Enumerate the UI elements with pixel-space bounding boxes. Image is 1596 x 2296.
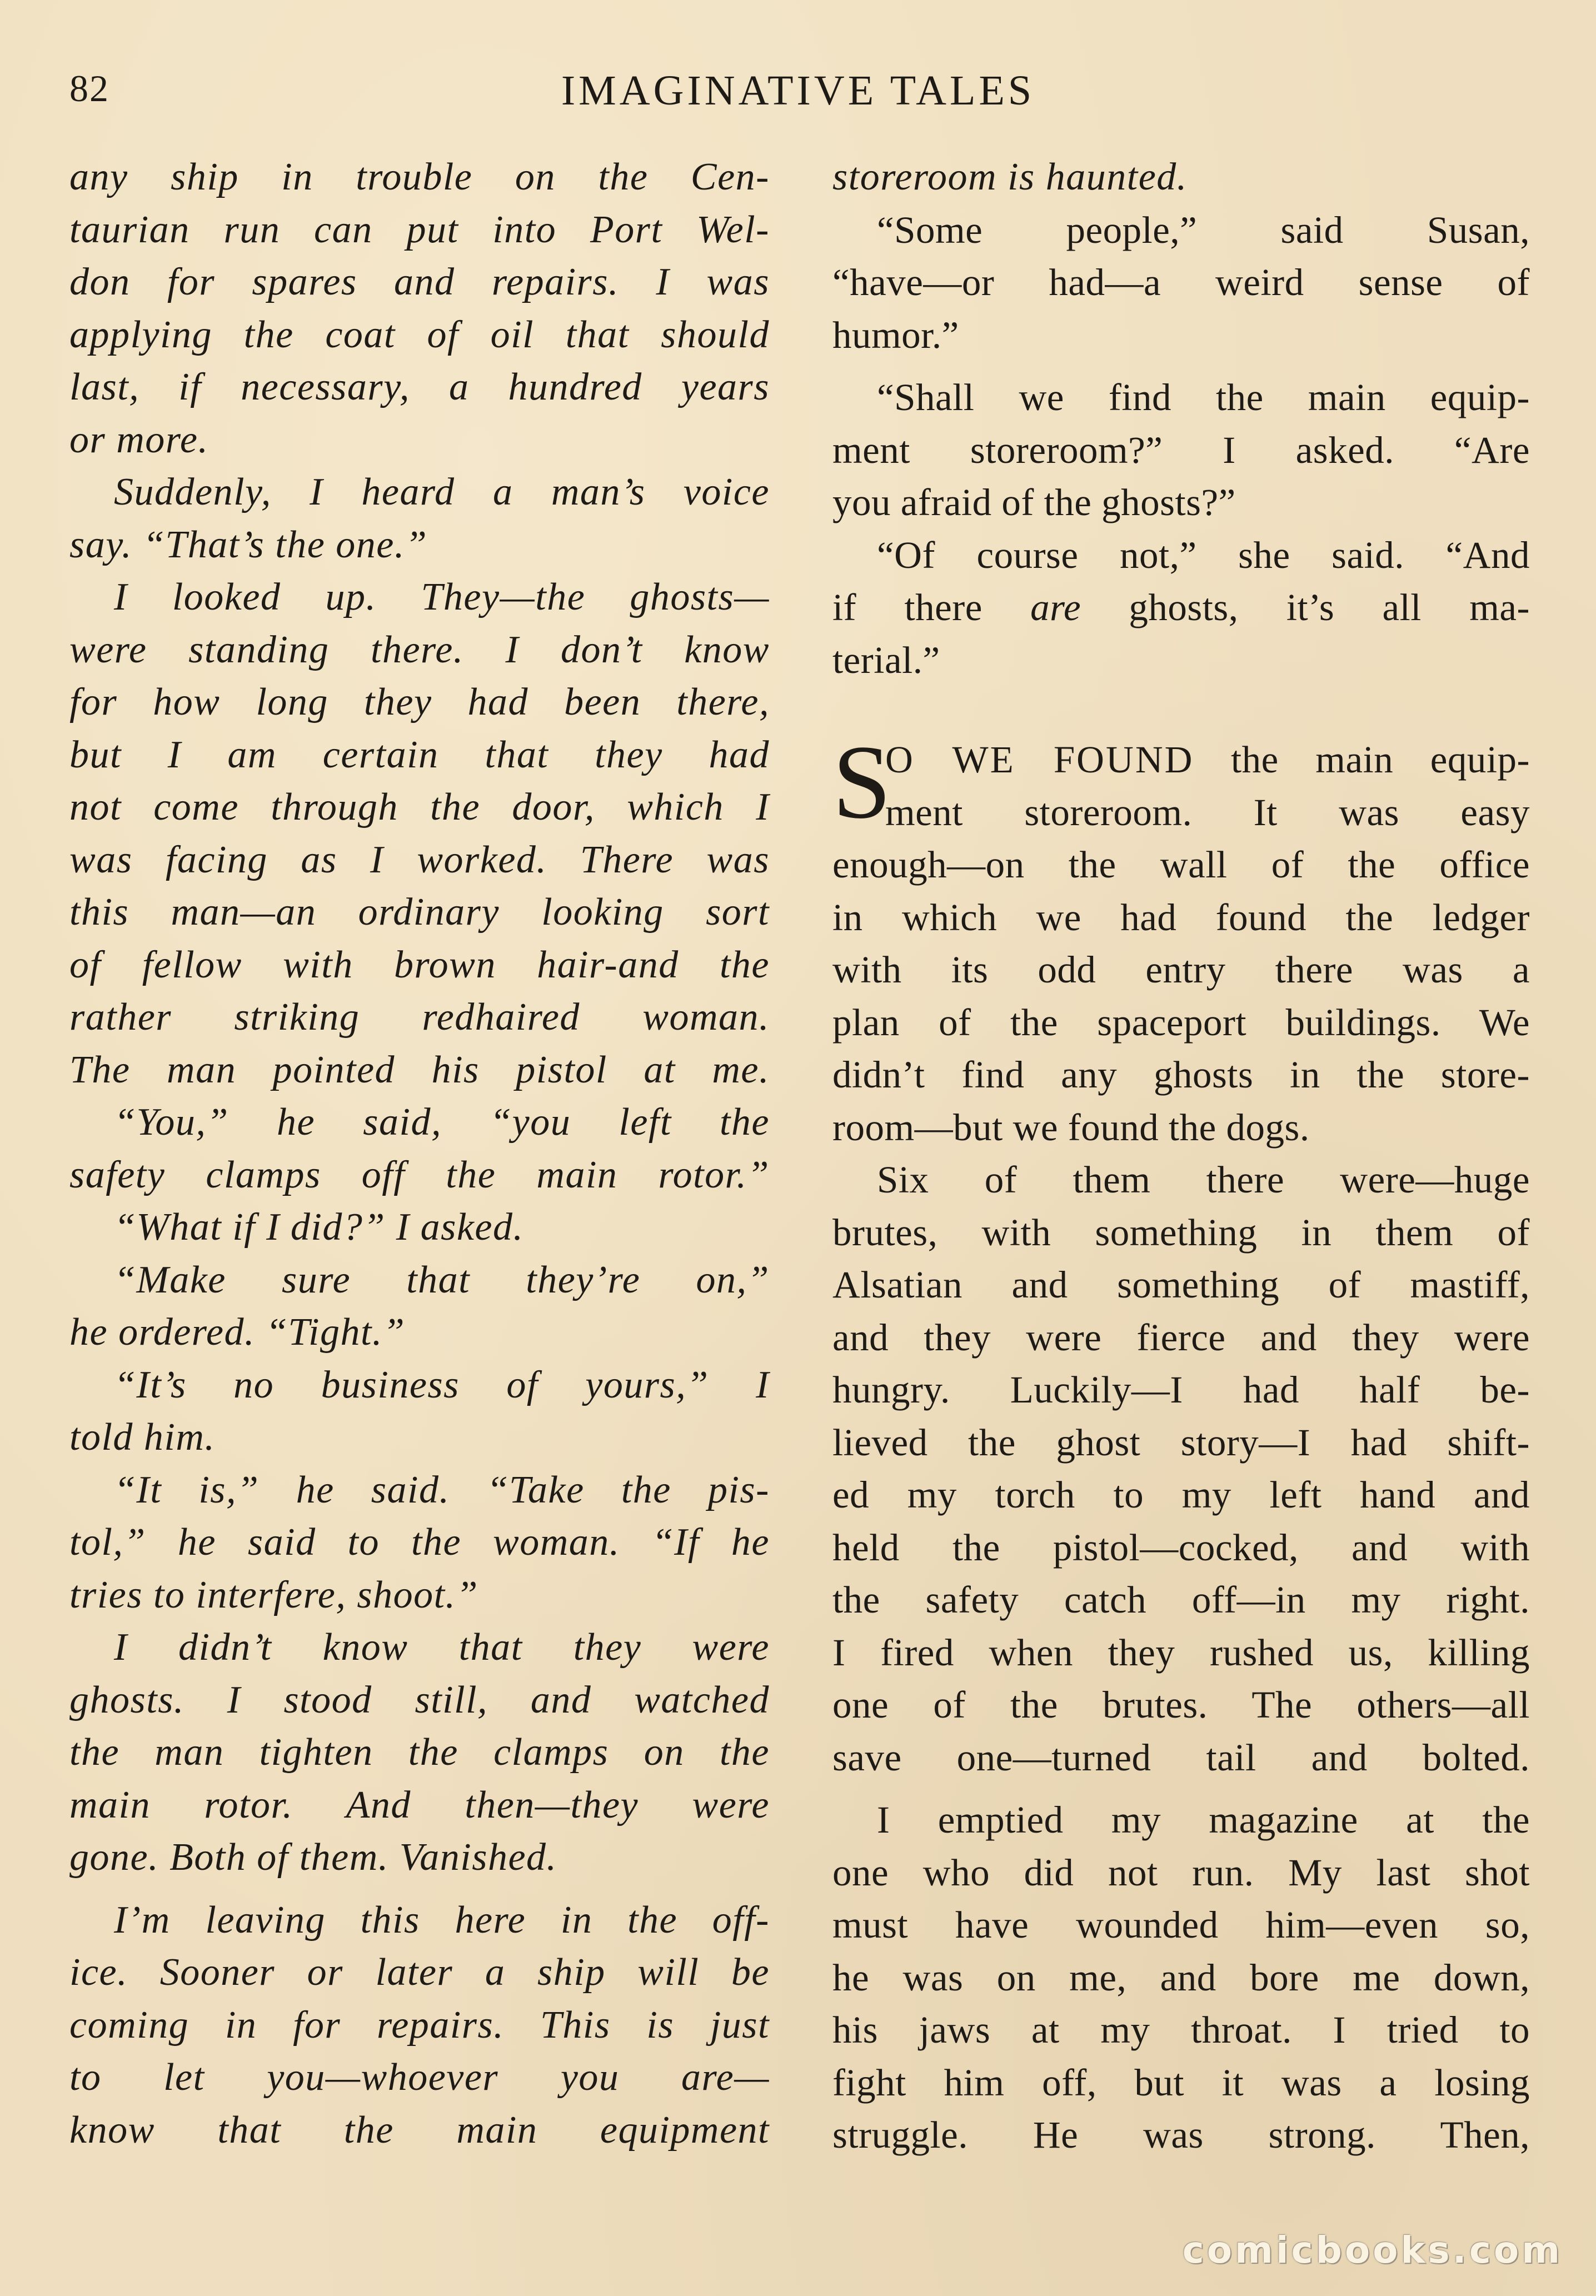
text-line: terial.” (832, 638, 940, 681)
text-line: ment storeroom. It was easy (885, 791, 1530, 833)
text-line: he was on me, and bore me down, (832, 1956, 1530, 1999)
text-line: “What if I did?” I asked. (114, 1206, 524, 1249)
text-line: tol,” he said to the woman. “If he (69, 1521, 770, 1564)
page-number: 82 (69, 67, 109, 109)
text-line: one of the brutes. The others—all (832, 1684, 1530, 1726)
text-line: I looked up. They—the ghosts— (114, 576, 770, 618)
text-line: the man tighten the clamps on the (69, 1731, 770, 1774)
emphasis-are: are (1030, 586, 1081, 628)
page-header (69, 67, 1527, 128)
text-line: Suddenly, I heard a man’s voice (114, 471, 770, 513)
text-line: or more. (69, 418, 209, 461)
magazine-title: IMAGINATIVE TALES (561, 67, 1035, 114)
text-line: taurian run can put into Port Wel- (69, 208, 770, 251)
text-line: but I am certain that they had (69, 733, 770, 776)
text-line: “It’s no business of yours,” I (114, 1363, 770, 1406)
text-line: ice. Sooner or later a ship will be (69, 1951, 770, 1994)
text-line: he ordered. “Tight.” (69, 1311, 406, 1354)
text-line: ghosts. I stood still, and watched (69, 1678, 770, 1721)
text-line: “Make sure that they’re on,” (114, 1258, 770, 1301)
text-line: with its odd entry there was a (832, 949, 1530, 991)
text-line: one who did not run. My last shot (832, 1851, 1530, 1894)
text-line: room—but we found the dogs. (832, 1106, 1310, 1149)
text-segment: if there (832, 586, 982, 628)
text-line: struggle. He was strong. Then, (832, 2114, 1530, 2156)
text-line: in which we had found the ledger (832, 896, 1530, 939)
text-line: for how long they had been there, (69, 681, 770, 723)
text-line: storeroom is haunted. (832, 156, 1188, 198)
text-line: the safety catch off—in my right. (832, 1579, 1530, 1621)
text-line: were standing there. I don’t know (69, 628, 770, 671)
drop-cap: S (832, 724, 892, 841)
text-line: I fired when they rushed us, killing (832, 1631, 1530, 1674)
section-lead-caps: O WE FOUND (885, 738, 1194, 781)
text-line: didn’t find any ghosts in the store- (832, 1054, 1530, 1096)
text-line: The man pointed his pistol at me. (69, 1048, 770, 1091)
watermark: comicbooks.com (1182, 2229, 1563, 2272)
text-line: this man—an ordinary looking sort (69, 891, 770, 934)
text-line: and they were fierce and they were (832, 1316, 1530, 1359)
text-line: ed my torch to my left hand and (832, 1474, 1530, 1516)
text-line: enough—on the wall of the office (832, 843, 1530, 886)
text-line: his jaws at my throat. I tried to (832, 2009, 1530, 2051)
text-line: of fellow with brown hair-and the (69, 943, 770, 986)
text-line: “have—or had—a weird sense of (832, 261, 1530, 303)
text-line: Alsatian and something of mastiff, (832, 1264, 1530, 1306)
text-line: “Shall we find the main equip- (877, 376, 1530, 418)
text-line: tries to interfere, shoot.” (69, 1573, 478, 1616)
text-line: know that the main equipment (69, 2108, 770, 2152)
left-column (69, 151, 770, 2157)
text-line: “Of course not,” she said. “And (877, 533, 1530, 576)
text-line: was facing as I worked. There was (69, 838, 770, 881)
text-line: save one—turned tail and bolted. (832, 1736, 1530, 1779)
text-line: rather striking redhaired woman. (69, 996, 770, 1039)
text-segment: ghosts, it’s all ma- (1129, 586, 1530, 628)
right-column (832, 151, 1530, 2162)
text-line: gone. Both of them. Vanished. (69, 1836, 557, 1879)
text-line: last, if necessary, a hundred years (69, 366, 770, 408)
text-line: must have wounded him—even so, (832, 1904, 1530, 1946)
text-line: don for spares and repairs. I was (69, 261, 770, 303)
text-line: brutes, with something in them of (832, 1211, 1530, 1254)
text-line: plan of the spaceport buildings. We (832, 1001, 1530, 1044)
text-line: safety clamps off the main rotor.” (69, 1153, 770, 1196)
text-line: lieved the ghost story—I had shift- (832, 1421, 1530, 1464)
text-line: ment storeroom?” I asked. “Are (832, 428, 1530, 471)
text-line: Six of them there were—huge (877, 1159, 1530, 1201)
text-line: coming in for repairs. This is just (69, 2003, 770, 2047)
text-line: “It is,” he said. “Take the pis- (114, 1468, 770, 1511)
text-segment: the main equip- (1194, 738, 1530, 781)
text-line: told him. (69, 1416, 216, 1459)
text-line: fight him off, but it was a losing (832, 2061, 1530, 2104)
text-line: I didn’t know that they were (114, 1626, 770, 1669)
text-line: any ship in trouble on the Cen- (69, 156, 770, 198)
text-line: I’m leaving this here in the off- (114, 1898, 770, 1941)
text-line: I emptied my magazine at the (877, 1799, 1530, 1841)
text-line: to let you—whoever you are— (69, 2056, 770, 2099)
text-line: “You,” he said, “you left the (114, 1101, 770, 1144)
text-line: hungry. Luckily—I had half be- (832, 1369, 1530, 1411)
text-line: say. “That’s the one.” (69, 523, 428, 566)
text-line: main rotor. And then—they were (69, 1783, 770, 1826)
text-line: applying the coat of oil that should (69, 313, 770, 356)
text-line: you afraid of the ghosts?” (832, 481, 1236, 523)
text-line: not come through the door, which I (69, 786, 770, 828)
text-line: humor.” (832, 313, 959, 356)
text-line: “Some people,” said Susan, (877, 208, 1530, 251)
text-line: held the pistol—cocked, and with (832, 1526, 1530, 1569)
text-line (832, 581, 1530, 634)
